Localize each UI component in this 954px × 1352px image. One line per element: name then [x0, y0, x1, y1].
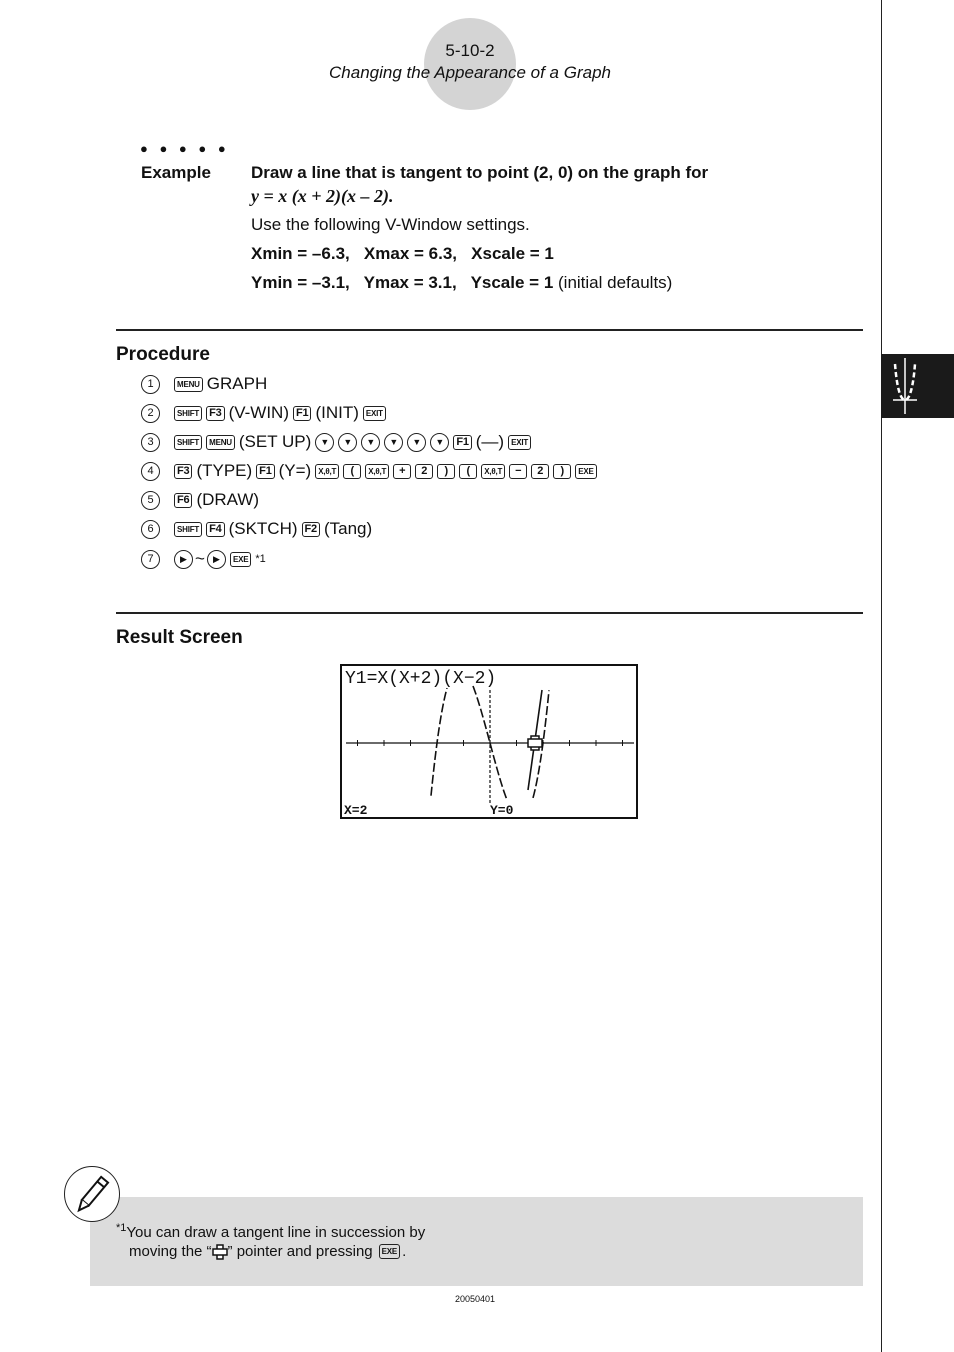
step-number: 3 — [141, 433, 160, 452]
close-paren-key: ) — [437, 464, 455, 479]
step-number: 1 — [141, 375, 160, 394]
step-text: (INIT) — [315, 403, 359, 422]
y-window-settings: Ymin = –3.1, Ymax = 3.1, Yscale = 1 — [251, 273, 554, 292]
tilde-text: ~ — [195, 549, 205, 568]
down-arrow-icon: ▼ — [384, 433, 403, 452]
note-text-2b: ” pointer and pressing — [227, 1243, 373, 1260]
note-line-2 — [129, 1243, 406, 1260]
open-paren-key: ( — [343, 464, 361, 479]
menu-key: MENU — [174, 377, 203, 392]
right-arrow-icon: ▶ — [207, 550, 226, 569]
note-marker: *1 — [116, 1222, 127, 1234]
f3-key: F3 — [174, 464, 192, 479]
step-text: (SKTCH) — [228, 519, 298, 538]
page-title: Changing the Appearance of a Graph — [329, 63, 611, 82]
shift-key: SHIFT — [174, 522, 202, 537]
procedure-step-7 — [141, 547, 266, 571]
exe-key: EXE — [575, 464, 596, 479]
initial-defaults-note: (initial defaults) — [558, 273, 673, 292]
two-key: 2 — [415, 464, 433, 479]
step-text: (SET UP) — [238, 432, 312, 451]
f2-key: F2 — [302, 522, 320, 537]
xthetat-key: X,θ,T — [365, 464, 389, 479]
note-box — [90, 1197, 863, 1286]
screen-x-value: X=2 — [344, 803, 368, 817]
note-line-1 — [116, 1222, 425, 1241]
procedure-step-5 — [141, 488, 261, 512]
step-text: (Y=) — [278, 461, 312, 480]
down-arrow-icon: ▼ — [338, 433, 357, 452]
f1-key: F1 — [256, 464, 274, 479]
step-text: (DRAW) — [196, 490, 260, 509]
procedure-step-3 — [141, 430, 533, 454]
step-number: 6 — [141, 520, 160, 539]
down-arrow-icon: ▼ — [430, 433, 449, 452]
right-margin-rule — [881, 0, 882, 1352]
step-text: (Tang) — [323, 519, 373, 538]
step-number: 7 — [141, 550, 160, 569]
result-screen-heading: Result Screen — [116, 627, 243, 648]
exe-key: EXE — [230, 552, 251, 567]
procedure-step-1 — [141, 372, 269, 396]
f6-key: F6 — [174, 493, 192, 508]
step-text: (V-WIN) — [228, 403, 289, 422]
example-instruction: Draw a line that is tangent to point (2, 0) on the graph for — [251, 163, 709, 182]
cross-pointer-icon — [212, 1244, 228, 1260]
f4-key: F4 — [206, 522, 224, 537]
open-paren-key: ( — [459, 464, 477, 479]
note-text-1: You can draw a tangent line in succession by — [126, 1224, 426, 1241]
f1-key: F1 — [453, 435, 471, 450]
step-text: (TYPE) — [196, 461, 253, 480]
shift-key: SHIFT — [174, 435, 202, 450]
f3-key: F3 — [206, 406, 224, 421]
divider — [116, 612, 863, 614]
note-text-2c: . — [402, 1243, 407, 1260]
xthetat-key: X,θ,T — [315, 464, 339, 479]
note-text-2a: moving the “ — [129, 1243, 212, 1260]
graph-chapter-icon — [881, 354, 954, 418]
calculator-result-screen — [340, 664, 638, 819]
footer-code: 20050401 — [454, 1294, 496, 1304]
footnote-marker: *1 — [255, 553, 266, 565]
step-text: (—) — [475, 432, 505, 451]
exit-key: EXIT — [363, 406, 386, 421]
step-number: 2 — [141, 404, 160, 423]
x-window-settings: Xmin = –6.3, Xmax = 6.3, Xscale = 1 — [251, 244, 554, 263]
y-window-settings-line — [251, 273, 672, 293]
down-arrow-icon: ▼ — [315, 433, 334, 452]
chapter-tab — [881, 354, 954, 418]
down-arrow-icon: ▼ — [407, 433, 426, 452]
screen-equation: Y1=X(X+2)(X−2) — [345, 669, 497, 689]
procedure-step-6 — [141, 517, 374, 541]
page-number: 5-10-2 — [445, 41, 495, 60]
step-number: 4 — [141, 462, 160, 481]
divider — [116, 329, 863, 331]
example-dots: ● ● ● ● ● — [140, 141, 230, 156]
screen-y-value: Y=0 — [490, 803, 514, 817]
exe-key: EXE — [379, 1244, 400, 1259]
exit-key: EXIT — [508, 435, 531, 450]
xthetat-key: X,θ,T — [481, 464, 505, 479]
plus-key: + — [393, 464, 411, 479]
settings-intro: Use the following V-Window settings. — [251, 215, 530, 234]
step-number: 5 — [141, 491, 160, 510]
close-paren-key: ) — [553, 464, 571, 479]
graph-plot — [342, 666, 636, 817]
example-label: Example — [141, 163, 211, 182]
step-text: GRAPH — [206, 374, 268, 393]
pencil-icon — [64, 1166, 120, 1222]
procedure-step-4 — [141, 459, 599, 483]
cross-pointer-icon — [528, 736, 542, 750]
menu-key: MENU — [206, 435, 235, 450]
two-key: 2 — [531, 464, 549, 479]
down-arrow-icon: ▼ — [361, 433, 380, 452]
procedure-step-2 — [141, 401, 388, 425]
f1-key: F1 — [293, 406, 311, 421]
minus-key: − — [509, 464, 527, 479]
procedure-heading: Procedure — [116, 344, 210, 365]
example-equation: y = x (x + 2)(x – 2). — [251, 186, 394, 206]
shift-key: SHIFT — [174, 406, 202, 421]
right-arrow-icon: ▶ — [174, 550, 193, 569]
